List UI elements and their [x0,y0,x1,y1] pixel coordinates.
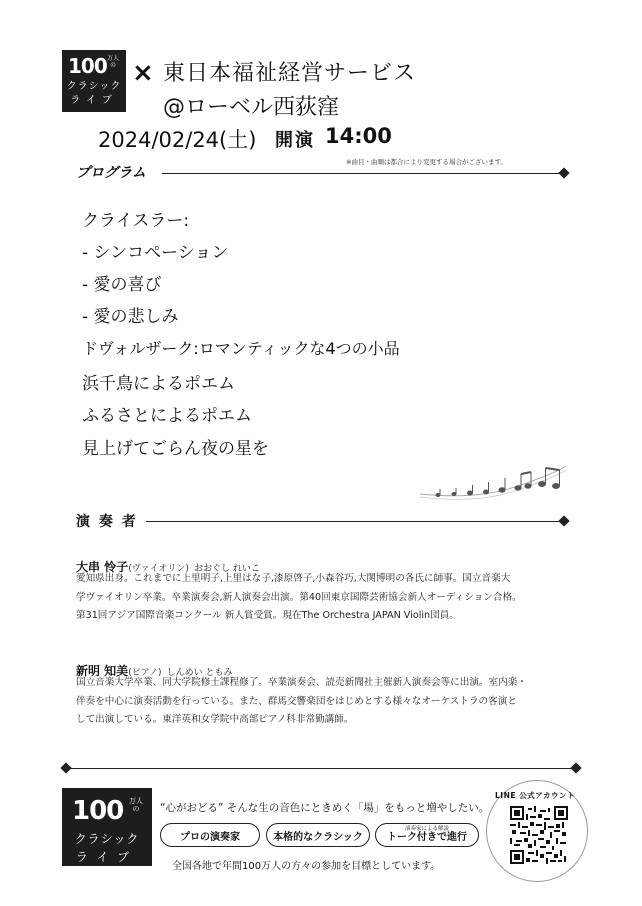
program-divider [162,173,560,174]
logo-line-2: クラシック [66,81,122,92]
footer-divider-ornament-left [60,762,71,773]
logo-small-text: 万人の [106,55,119,69]
program-heading: プログラム [76,165,146,181]
bio-line: 学ヴァイオリン卒業。卒業演奏会,新人演奏会出演。第40回東京国際芸術協会新人オーディション合格。 [76,591,522,603]
bio-line: 国立音楽大学卒業、同大学院修士課程修了。卒業演奏会、読売新聞社主催新人演奏会等に出演。室内楽・ [76,677,527,688]
performer-role: (ヴァイオリン) [128,564,189,574]
performer-kana: しんめい ともみ [166,668,233,678]
performers-heading: 演 奏 者 [76,514,138,530]
start-label: 開演 [275,130,315,151]
footer-tagline: “心がおどる” そんな生の音色にときめく「場」をもっと増やしたい。 [160,802,490,814]
performer-role: (ピアノ) [128,668,162,678]
music-notes-decoration [418,460,568,505]
pill-pro-performers: プロの演奏家 [160,823,260,847]
line-account-label: LINE 公式アカウント [495,791,576,800]
program-item: - 愛の悲しみ [82,307,179,327]
performer-bio [76,570,522,626]
bio-line: 愛知県出身。これまでに上里明子,上里はな子,漆原啓子,小森谷巧,大関博明の各氏に師事。国立音楽大 [76,573,511,584]
performer-bio [76,674,527,730]
pill-talk-caption: 演奏家による解説 [404,825,449,832]
event-title-line-1: 東日本福祉経営サービス [163,61,417,86]
program-item: クライスラー: [82,211,190,231]
program-item: - シンコペーション [82,243,229,263]
program-item: - 愛の喜び [82,275,162,295]
bio-line: 第31回アジア国際音楽コンクール 新人賞受賞。現在The Orchestra JAPAN Violin団員。 [76,610,459,621]
start-time: 14:00 [325,124,392,148]
footer-logo-line-2: クラシック [74,832,140,846]
program-divider-ornament [558,167,569,178]
footer-classic-live-logo [62,788,152,866]
footer-note: 全国各地で年間100万人の方々の参加を目標としています。 [172,861,441,872]
footer-logo-number: 100 [72,796,124,826]
performer-kana: おおぐし れいこ [193,564,260,574]
program-item: ドヴォルザーク:ロマンティックな4つの小品 [82,339,400,358]
program-notice: ※曲目・曲順は都合により変更する場合がございます。 [346,158,507,166]
classic-live-logo [62,50,126,112]
logo-line-3: ライブ [70,95,118,106]
footer-divider [62,768,580,769]
performer-name: 大串 怜子 [76,560,129,574]
collab-times: × [132,58,154,88]
footer-logo-small-text: 万人の [129,797,143,813]
performers-divider-ornament [558,515,569,526]
bio-line: して出演している。東洋英和女学院中高部ピアノ科非常勤講師。 [76,714,354,725]
pill-talk-session [375,823,479,847]
event-title-line-2: @ローベル西荻窪 [163,95,340,120]
footer-logo-line-3: ライブ [75,850,139,864]
pill-talk-label: トーク付きで進行 [387,831,467,843]
logo-number: 100 [68,54,107,78]
pill-authentic-classic: 本格的なクラシック [266,823,370,847]
program-item: 見上げてごらん夜の星を [82,439,269,459]
line-qr-code[interactable] [510,806,568,864]
footer-divider-ornament-right [570,762,581,773]
program-item: 浜千鳥によるポエム [82,374,235,394]
performer-name: 新明 知美 [76,664,129,678]
program-item: ふるさとによるポエム [82,406,252,426]
bio-line: 伴奏を中心に演奏活動を行っている。また、群馬交響楽団をはじめとする様々なオーケストラの客演と [76,695,517,707]
performers-divider [146,521,560,522]
event-date: 2024/02/24(土) [98,128,257,152]
